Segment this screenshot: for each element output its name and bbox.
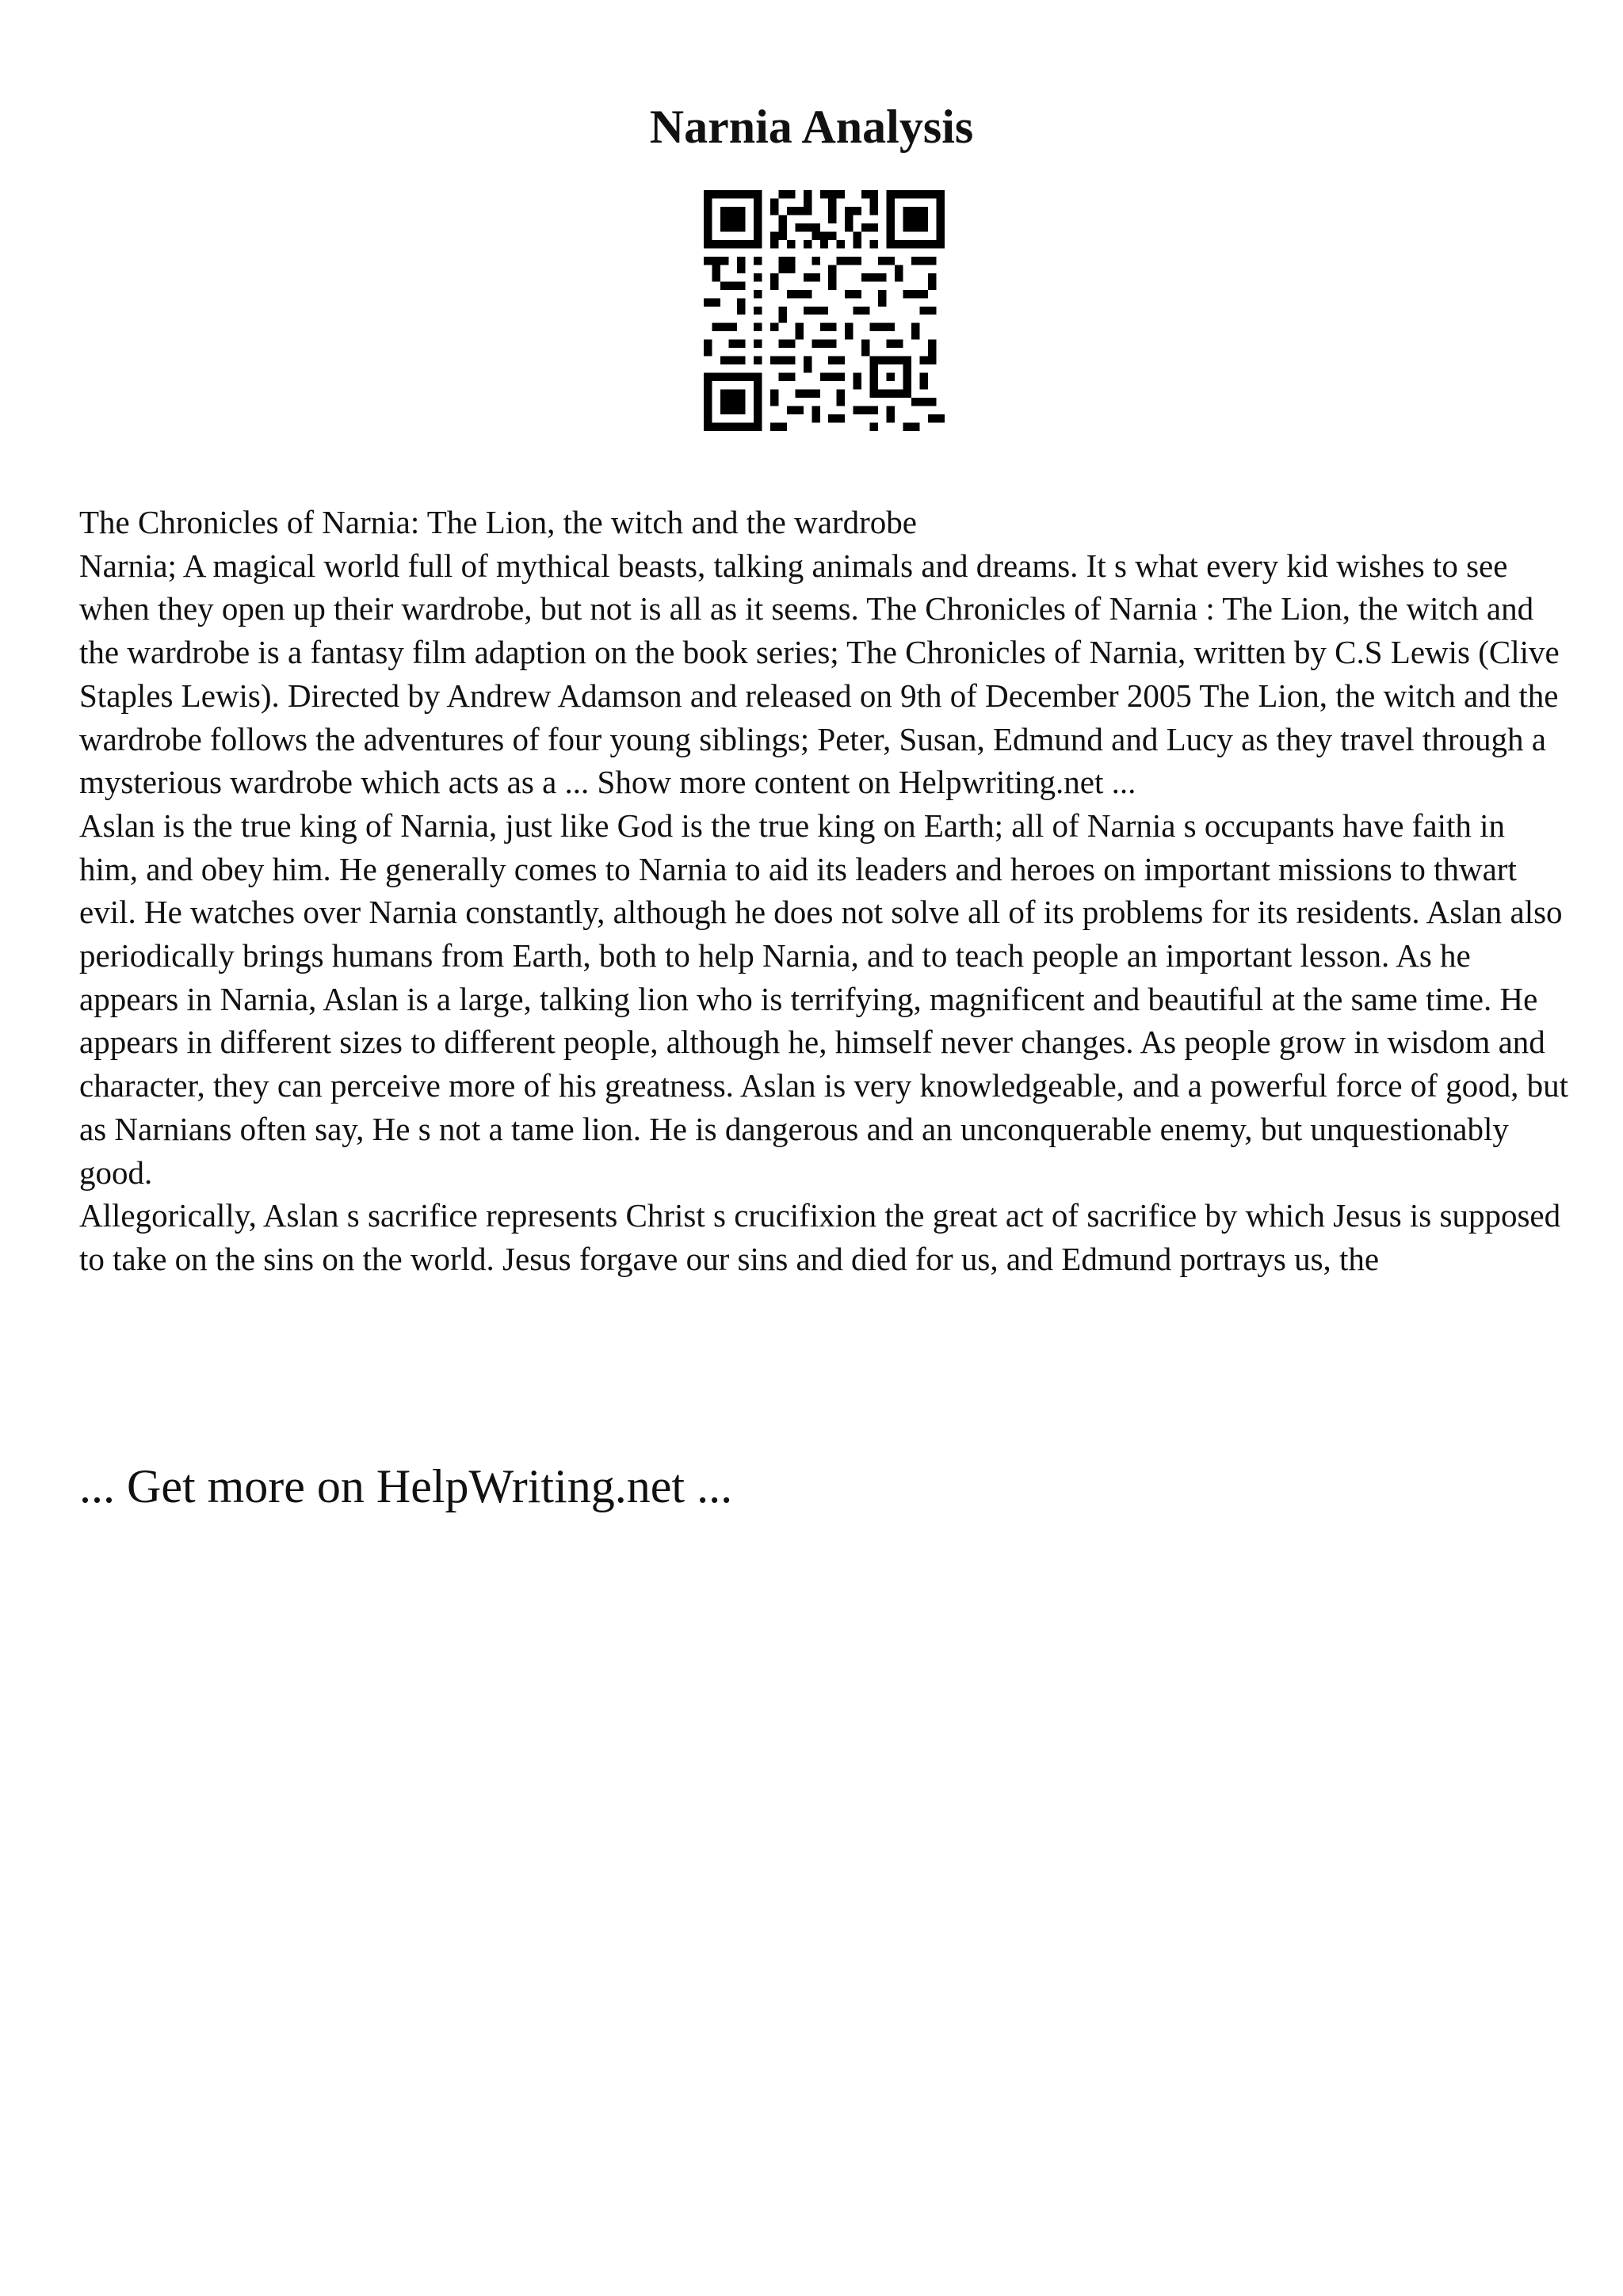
document-body (79, 501, 1569, 1281)
get-more-link[interactable]: ... Get more on HelpWriting.net ... (79, 1460, 733, 1512)
paragraph-heading: The Chronicles of Narnia: The Lion, the witch and the wardrobe (79, 504, 917, 540)
paragraph-allegory: Allegorically, Aslan s sacrifice represents Christ s crucifixion the great act of sacrifice by which Jesus is supposed to take on the sins on the world. Jesus forgave our sins and died for us, and Edmund portrays us, the (79, 1197, 1561, 1277)
paragraph-intro: Narnia; A magical world full of mythical beasts, talking animals and dreams. It s what every kid wishes to see when they open up their wardrobe, but not is all as it seems. The Chronicles of Narnia : The Lion, the witch and the wardrobe is a fantasy film adaption on the book series; The Chronicles of Narnia, written by C.S Lewis (Clive Staples Lewis). Directed by Andrew Adamson and released on 9th of December 2005 The Lion, the witch and the wardrobe follows the adventures of four young siblings; Peter, Susan, Edmund and Lucy as they travel through a mysterious wardrobe which acts as a ... Show more content on Helpwriting.net ... (79, 547, 1560, 801)
document-title: Narnia Analysis (649, 101, 974, 153)
qr-code-icon (704, 190, 945, 431)
paragraph-aslan: Aslan is the true king of Narnia, just like God is the true king on Earth; all of Narnia s occupants have faith in him, and obey him. He generally comes to Narnia to aid its leaders and heroes on important missions to thwart evil. He watches over Narnia constantly, although he does not solve all of its problems for its residents. Aslan also periodically brings humans from Earth, both to help Narnia, and to teach people an important lesson. As he appears in Narnia, Aslan is a large, talking lion who is terrifying, magnificent and beautiful at the same time. He appears in different sizes to different people, although he, himself never changes. As people grow in wisdom and character, they can perceive more of his greatness. Aslan is very knowledgeable, and a powerful force of good, but as Narnians often say, He s not a tame lion. He is dangerous and an unconquerable enemy, but unquestionably good. (79, 807, 1569, 1191)
